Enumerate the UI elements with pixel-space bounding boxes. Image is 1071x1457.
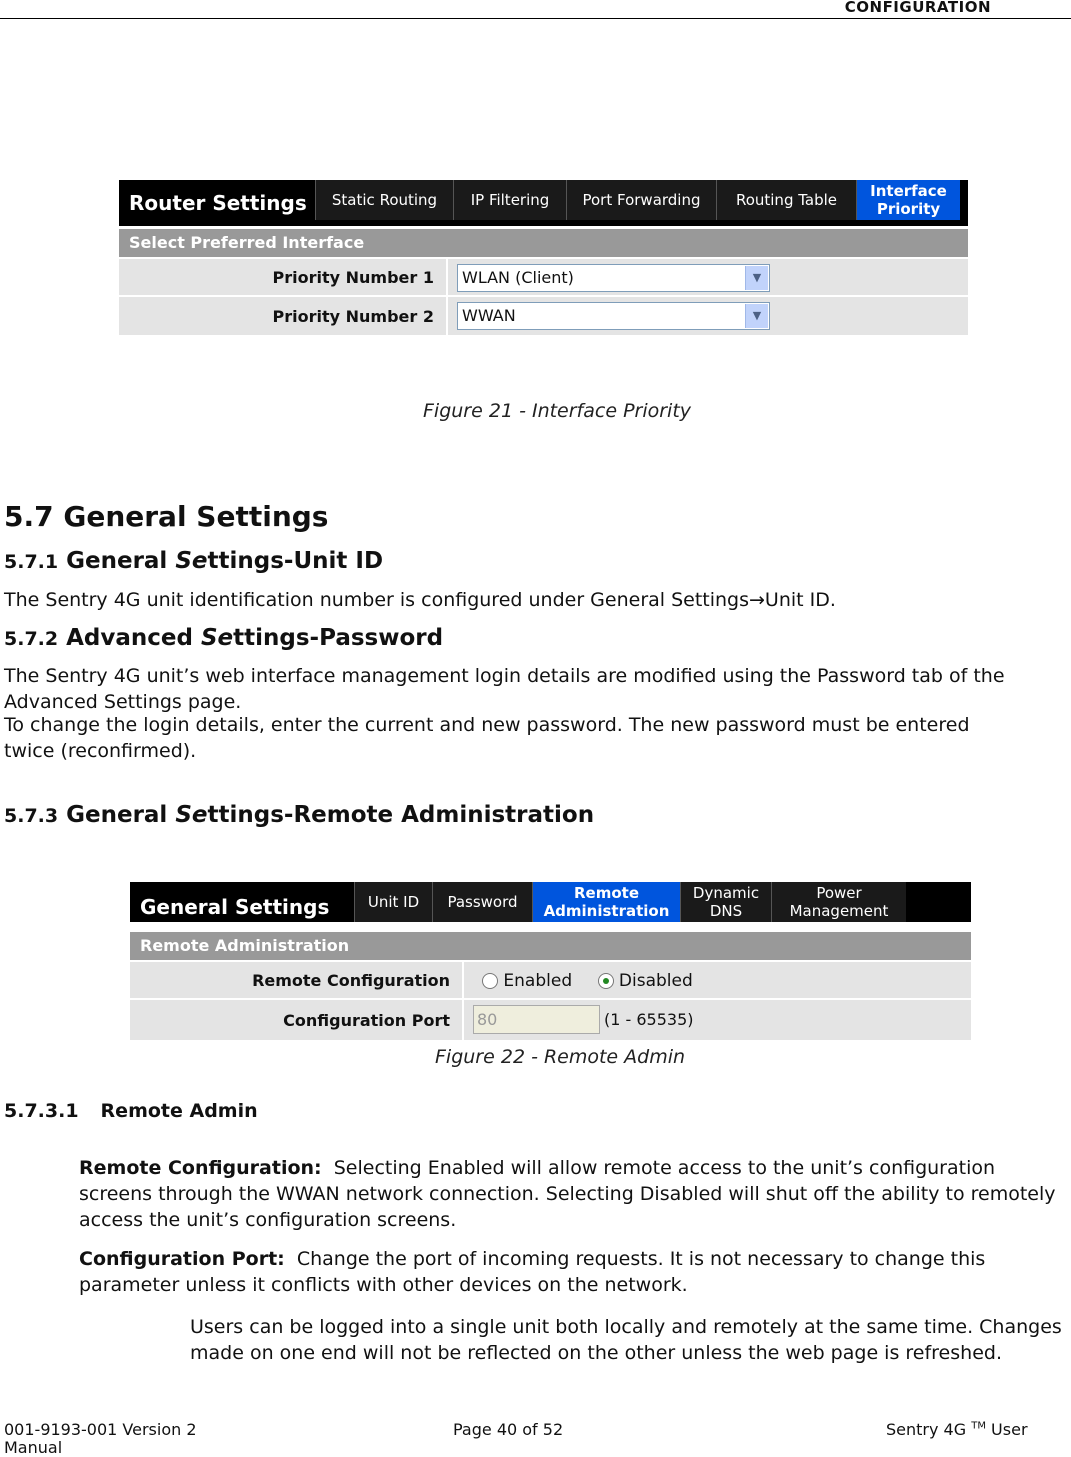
subsection-5-7-1-title — [4, 548, 383, 574]
tab-routing-table[interactable]: Routing Table — [716, 180, 856, 220]
header-rule — [0, 18, 1071, 19]
remote-configuration-row — [130, 962, 971, 998]
password-text-2: To change the login details, enter the current and new password. The new password must be entered twice (reconfirmed). — [4, 714, 970, 762]
title-part-italic: Se — [175, 548, 208, 574]
chevron-down-icon[interactable]: ▼ — [745, 266, 768, 290]
remote-configuration-term: Remote Configuration: — [79, 1157, 322, 1179]
configuration-port-label: Configuration Port — [130, 1000, 464, 1040]
note-paragraph: Users can be logged into a single unit both locally and remotely at the same time. Changes made on one end will not be reflected on the other unless the web page is refreshed. — [190, 1316, 1062, 1364]
configuration-port-desc: Change the port of incoming requests. It is not necessary to change this parameter unless it conflicts with other devices on the network. — [79, 1248, 992, 1296]
remote-admin-heading — [4, 1100, 258, 1122]
tab-dynamic-dns[interactable]: Dynamic DNS — [680, 882, 771, 922]
configuration-port-row — [130, 1000, 971, 1040]
footer-product-tail: User — [985, 1420, 1028, 1439]
priority-1-value: WLAN (Client) — [462, 268, 574, 287]
remote-configuration-options — [482, 971, 693, 991]
section-title: 5.7 General Settings — [4, 500, 329, 533]
tab-password[interactable]: Password — [432, 882, 532, 922]
footer-product — [886, 1420, 1028, 1439]
footer-page-number: Page 40 of 52 — [453, 1420, 564, 1439]
remote-configuration-label: Remote Configuration — [130, 962, 464, 998]
panel-title: Router Settings — [129, 191, 307, 215]
section-header: Select Preferred Interface — [119, 229, 968, 257]
trademark-mark: TM — [971, 1420, 986, 1432]
configuration-port-input[interactable]: 80 — [473, 1005, 600, 1034]
priority-1-label: Priority Number 1 — [119, 259, 448, 295]
disabled-label: Disabled — [618, 971, 693, 991]
tab-static-routing[interactable]: Static Routing — [315, 180, 453, 220]
remote-configuration-paragraph — [79, 1155, 1064, 1233]
subsection-number: 5.7.2 — [4, 628, 59, 650]
title-part: General — [58, 802, 176, 828]
title-part: Advanced — [58, 625, 201, 651]
router-settings-panel — [119, 180, 968, 336]
subsection-number: 5.7.1 — [4, 551, 59, 573]
heading-number: 5.7.3.1 — [4, 1100, 79, 1122]
subsection-5-7-2-title — [4, 625, 443, 651]
enabled-label: Enabled — [503, 971, 573, 991]
footer-doc-id: 001-9193-001 Version 2 — [4, 1420, 197, 1439]
page-header-title: CONFIGURATION — [844, 0, 991, 16]
title-part: ttings-Password — [233, 625, 444, 651]
tab-ip-filtering[interactable]: IP Filtering — [453, 180, 566, 220]
footer-manual: Manual — [4, 1438, 63, 1457]
tab-power-management[interactable]: Power Management — [771, 882, 906, 922]
unit-id-text: The Sentry 4G unit identification number is configured under General Settings→Unit ID. — [4, 589, 836, 611]
configuration-port-term: Configuration Port: — [79, 1248, 285, 1270]
general-settings-panel — [130, 882, 971, 1041]
priority-row-1 — [119, 259, 968, 295]
subsection-number: 5.7.3 — [4, 805, 59, 827]
tab-unit-id[interactable]: Unit ID — [354, 882, 432, 922]
priority-1-select[interactable] — [457, 264, 770, 292]
priority-2-select[interactable] — [457, 302, 770, 330]
title-part-italic: Se — [175, 802, 208, 828]
password-text-1: The Sentry 4G unit’s web interface management login details are modified using the Password tab of the Advanced Settings page. — [4, 665, 1005, 713]
subsection-5-7-3-title — [4, 802, 594, 828]
enabled-radio[interactable] — [482, 973, 498, 989]
title-part: General — [58, 548, 176, 574]
port-range-text: (1 - 65535) — [604, 1010, 694, 1029]
priority-2-value: WWAN — [462, 306, 516, 325]
tab-interface-priority[interactable]: Interface Priority — [856, 180, 960, 220]
tab-remote-administration[interactable]: Remote Administration — [532, 882, 680, 922]
chevron-down-icon[interactable]: ▼ — [745, 304, 768, 328]
disabled-radio[interactable] — [598, 973, 614, 989]
priority-row-2 — [119, 297, 968, 335]
remote-configuration-desc: Selecting Enabled will allow remote access to the unit’s configuration screens through the WWAN network connection. Selecting Disabled will shut off the ability to remotely access the unit’s configuration screens. — [79, 1157, 1062, 1231]
configuration-port-paragraph — [79, 1246, 1064, 1298]
priority-2-label: Priority Number 2 — [119, 297, 448, 335]
heading-text: Remote Admin — [100, 1100, 258, 1122]
figure-22-caption: Figure 22 - Remote Admin — [435, 1046, 686, 1068]
title-part: ttings-Unit ID — [207, 548, 384, 574]
tab-port-forwarding[interactable]: Port Forwarding — [566, 180, 716, 220]
footer-product-name: Sentry 4G — [886, 1420, 972, 1439]
section-header: Remote Administration — [130, 932, 971, 960]
title-part-italic: Se — [200, 625, 234, 651]
panel-title: General Settings — [140, 895, 330, 919]
title-part: ttings-Remote Administration — [207, 802, 595, 828]
figure-21-caption: Figure 21 - Interface Priority — [423, 400, 692, 422]
